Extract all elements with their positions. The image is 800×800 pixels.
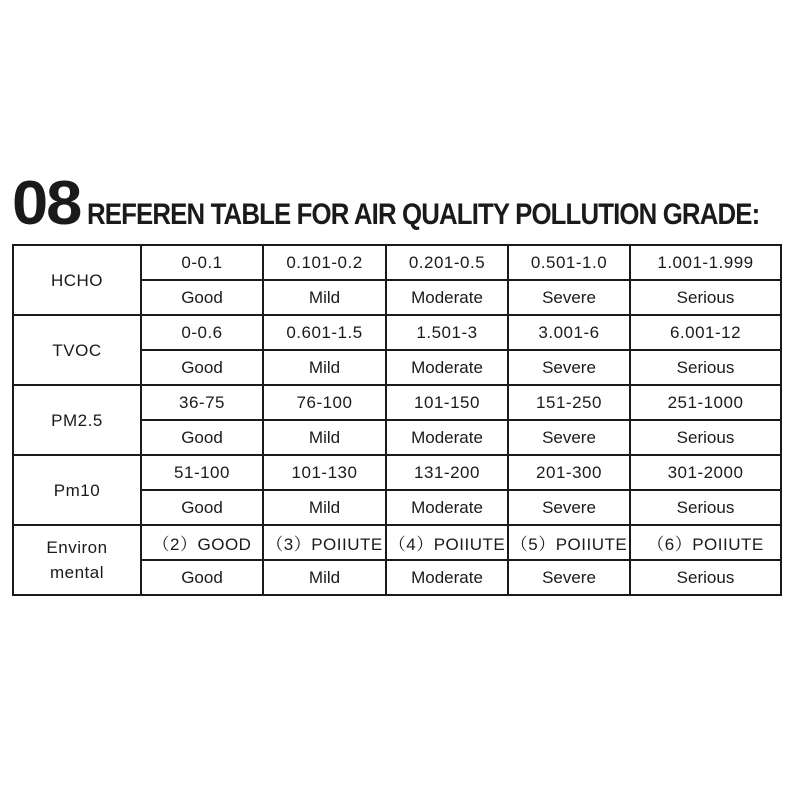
grade-cell: Serious [630, 280, 781, 315]
grade-cell: Mild [263, 420, 386, 455]
range-cell: 6.001-12 [630, 315, 781, 350]
grade-cell: Mild [263, 560, 386, 595]
grade-cell: Good [141, 560, 263, 595]
range-row [13, 525, 781, 560]
grade-cell: Moderate [386, 560, 508, 595]
range-cell: 101-130 [263, 455, 386, 490]
grade-cell: Severe [508, 420, 630, 455]
grade-cell: Severe [508, 280, 630, 315]
grade-cell: Severe [508, 350, 630, 385]
pollutant-label: Pm10 [13, 455, 141, 525]
pollutant-label: PM2.5 [13, 385, 141, 455]
range-cell: 36-75 [141, 385, 263, 420]
pollutant-label: Environ mental [13, 525, 141, 595]
grade-cell: Serious [630, 420, 781, 455]
section-number: 08 [12, 169, 81, 238]
range-cell: 0.501-1.0 [508, 245, 630, 280]
range-cell: （2）GOOD [141, 525, 263, 560]
range-cell: （3）POIIUTE [263, 525, 386, 560]
range-cell: 301-2000 [630, 455, 781, 490]
range-cell: 0.201-0.5 [386, 245, 508, 280]
range-row [13, 315, 781, 350]
range-cell: （4）POIIUTE [386, 525, 508, 560]
grade-cell: Moderate [386, 420, 508, 455]
grade-cell: Moderate [386, 350, 508, 385]
grade-cell: Mild [263, 350, 386, 385]
grade-cell: Mild [263, 490, 386, 525]
grade-cell: Serious [630, 560, 781, 595]
grade-cell: Good [141, 420, 263, 455]
pollutant-label: HCHO [13, 245, 141, 315]
pollutant-label: TVOC [13, 315, 141, 385]
grade-cell: Good [141, 280, 263, 315]
range-cell: 201-300 [508, 455, 630, 490]
grade-cell: Serious [630, 490, 781, 525]
grade-cell: Serious [630, 350, 781, 385]
range-cell: 101-150 [386, 385, 508, 420]
range-cell: （5）POIIUTE [508, 525, 630, 560]
range-cell: （6）POIIUTE [630, 525, 781, 560]
range-cell: 51-100 [141, 455, 263, 490]
range-cell: 0.101-0.2 [263, 245, 386, 280]
range-cell: 0.601-1.5 [263, 315, 386, 350]
page-title: REFEREN TABLE FOR AIR QUALITY POLLUTION GRADE: [86, 198, 760, 231]
pollution-grade-table [12, 244, 782, 596]
page-heading [12, 168, 800, 239]
grade-cell: Mild [263, 280, 386, 315]
range-cell: 1.001-1.999 [630, 245, 781, 280]
range-cell: 76-100 [263, 385, 386, 420]
grade-cell: Severe [508, 560, 630, 595]
table-body [13, 245, 781, 595]
grade-cell: Moderate [386, 490, 508, 525]
range-row [13, 455, 781, 490]
range-cell: 131-200 [386, 455, 508, 490]
grade-cell: Moderate [386, 280, 508, 315]
range-cell: 0-0.6 [141, 315, 263, 350]
range-row [13, 385, 781, 420]
range-row [13, 245, 781, 280]
range-cell: 0-0.1 [141, 245, 263, 280]
grade-cell: Severe [508, 490, 630, 525]
range-cell: 251-1000 [630, 385, 781, 420]
range-cell: 3.001-6 [508, 315, 630, 350]
grade-cell: Good [141, 350, 263, 385]
grade-cell: Good [141, 490, 263, 525]
range-cell: 1.501-3 [386, 315, 508, 350]
range-cell: 151-250 [508, 385, 630, 420]
